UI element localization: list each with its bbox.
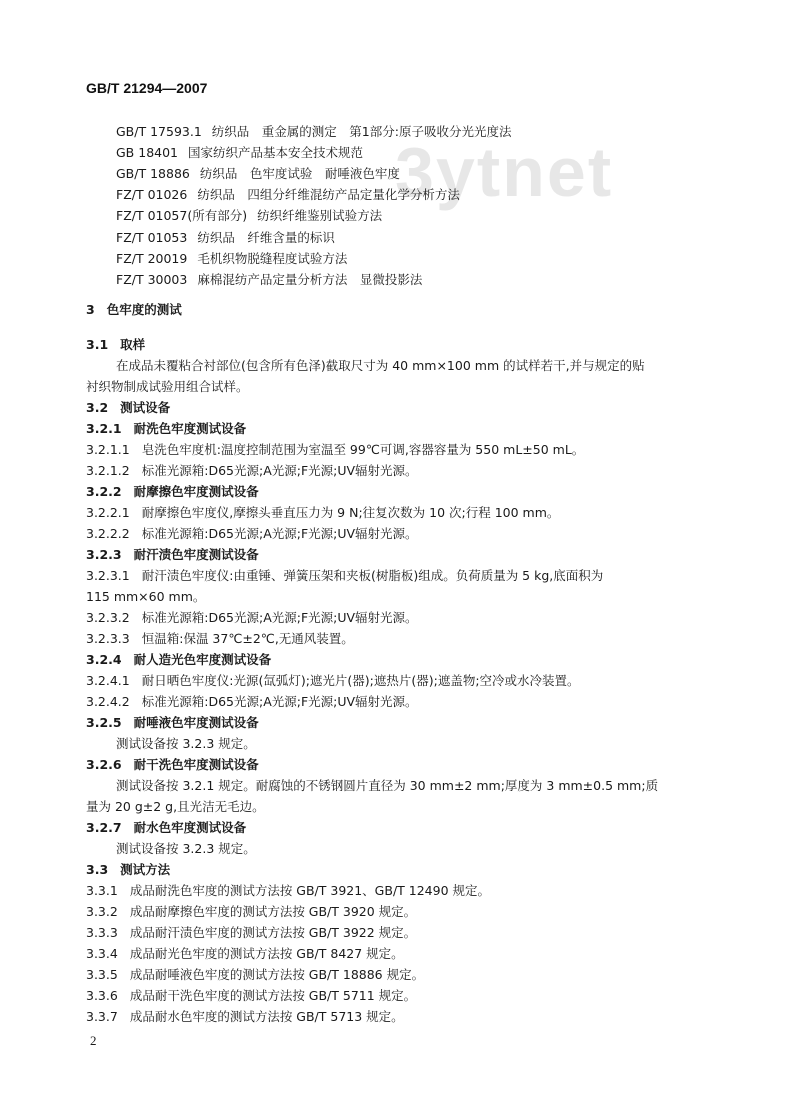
reference-title: 国家纺织产品基本安全技术规范 bbox=[188, 145, 364, 160]
reference-code: FZ/T 30003 bbox=[116, 272, 188, 287]
clause-body: 115 mm×60 mm。 bbox=[86, 589, 206, 604]
clause-number: 3.3.4 bbox=[86, 946, 118, 961]
clause-body: 取样 bbox=[120, 337, 146, 352]
clause-number: 3.2 bbox=[86, 400, 109, 415]
clause-text bbox=[116, 841, 256, 857]
clause-body: 耐汗渍色牢度测试设备 bbox=[133, 547, 259, 562]
clause-body: 在成品未覆粘合衬部位(包含所有色泽)截取尺寸为 40 mm×100 mm 的试样若干,并与规定的贴 bbox=[116, 358, 645, 373]
clause-body: 耐日晒色牢度仪:光源(氙弧灯);遮光片(器);遮热片(器);遮盖物;空冷或水冷装置。 bbox=[141, 673, 580, 688]
clause-text bbox=[86, 967, 424, 983]
clause-number: 3.2.1.2 bbox=[86, 463, 130, 478]
clause-text bbox=[116, 358, 645, 374]
reference-item bbox=[116, 251, 347, 267]
clause-number: 3.2.4.2 bbox=[86, 694, 130, 709]
clause-body: 标准光源箱:D65光源;A光源;F光源;UV辐射光源。 bbox=[141, 610, 418, 625]
reference-code: GB 18401 bbox=[116, 145, 178, 160]
section-heading bbox=[86, 652, 271, 668]
clause-text bbox=[86, 1009, 404, 1025]
clause-number: 3.2.5 bbox=[86, 715, 122, 730]
clause-body: 成品耐汗渍色牢度的测试方法按 GB/T 3922 规定。 bbox=[129, 925, 417, 940]
clause-number: 3.2.6 bbox=[86, 757, 122, 772]
clause-text bbox=[86, 799, 265, 815]
clause-body: 耐摩擦色牢度测试设备 bbox=[133, 484, 259, 499]
clause-text bbox=[86, 526, 418, 542]
clause-number: 3.1 bbox=[86, 337, 109, 352]
clause-text bbox=[86, 610, 418, 626]
section-heading bbox=[86, 715, 259, 731]
clause-body: 测试方法 bbox=[120, 862, 171, 877]
clause-text bbox=[86, 568, 603, 584]
clause-number: 3.3 bbox=[86, 862, 109, 877]
section-heading bbox=[86, 337, 145, 353]
clause-body: 测试设备按 3.2.1 规定。耐腐蚀的不锈钢圆片直径为 30 mm±2 mm;厚度为 3 mm±0.5 mm;质 bbox=[116, 778, 659, 793]
clause-number: 3.3.1 bbox=[86, 883, 118, 898]
clause-text bbox=[86, 904, 416, 920]
clause-text bbox=[86, 505, 559, 521]
reference-code: FZ/T 20019 bbox=[116, 251, 188, 266]
reference-item bbox=[116, 166, 400, 182]
reference-title: 毛机织物脱缝程度试验方法 bbox=[197, 251, 348, 266]
clause-number: 3.2.2 bbox=[86, 484, 122, 499]
clause-body: 测试设备按 3.2.3 规定。 bbox=[116, 736, 256, 751]
clause-body: 衬织物制成试验用组合试样。 bbox=[86, 379, 249, 394]
clause-number: 3.3.6 bbox=[86, 988, 118, 1003]
clause-body: 耐水色牢度测试设备 bbox=[133, 820, 247, 835]
section-heading bbox=[86, 421, 246, 437]
section-heading bbox=[86, 820, 246, 836]
clause-body: 标准光源箱:D65光源;A光源;F光源;UV辐射光源。 bbox=[141, 463, 418, 478]
section-heading bbox=[86, 862, 170, 878]
clause-number: 3.2.7 bbox=[86, 820, 122, 835]
clause-number: 3.2.1 bbox=[86, 421, 122, 436]
reference-title: 纺织品 重金属的测定 第1部分:原子吸收分光光度法 bbox=[211, 124, 512, 139]
section-heading bbox=[86, 757, 259, 773]
clause-body: 皂洗色牢度机:温度控制范围为室温至 99℃可调,容器容量为 550 mL±50 mL。 bbox=[141, 442, 585, 457]
clause-text bbox=[86, 379, 249, 395]
reference-code: GB/T 17593.1 bbox=[116, 124, 202, 139]
clause-text bbox=[86, 442, 584, 458]
clause-text bbox=[86, 589, 205, 605]
clause-number: 3 bbox=[86, 302, 95, 317]
reference-item bbox=[116, 208, 382, 224]
clause-text bbox=[86, 988, 416, 1004]
section-heading bbox=[86, 547, 259, 563]
clause-text bbox=[86, 694, 418, 710]
clause-body: 成品耐摩擦色牢度的测试方法按 GB/T 3920 规定。 bbox=[129, 904, 417, 919]
watermark: 3ytnet bbox=[395, 133, 614, 211]
section-heading bbox=[86, 400, 170, 416]
reference-title: 麻棉混纺产品定量分析方法 显微投影法 bbox=[197, 272, 423, 287]
clause-number: 3.2.3 bbox=[86, 547, 122, 562]
clause-body: 成品耐唾液色牢度的测试方法按 GB/T 18886 规定。 bbox=[129, 967, 425, 982]
reference-title: 纺织品 纤维含量的标识 bbox=[197, 230, 335, 245]
clause-body: 耐摩擦色牢度仪,摩擦头垂直压力为 9 N;往复次数为 10 次;行程 100 mm。 bbox=[141, 505, 560, 520]
clause-number: 3.2.2.1 bbox=[86, 505, 130, 520]
section-heading bbox=[86, 302, 182, 318]
clause-body: 成品耐洗色牢度的测试方法按 GB/T 3921、GB/T 12490 规定。 bbox=[129, 883, 491, 898]
clause-number: 3.3.3 bbox=[86, 925, 118, 940]
clause-body: 标准光源箱:D65光源;A光源;F光源;UV辐射光源。 bbox=[141, 694, 418, 709]
reference-title: 纺织品 色牢度试验 耐唾液色牢度 bbox=[199, 166, 400, 181]
page-number: 2 bbox=[90, 1033, 97, 1048]
clause-body: 成品耐干洗色牢度的测试方法按 GB/T 5711 规定。 bbox=[129, 988, 417, 1003]
reference-code: FZ/T 01057(所有部分) bbox=[116, 208, 248, 223]
section-heading bbox=[86, 484, 259, 500]
clause-body: 成品耐光色牢度的测试方法按 GB/T 8427 规定。 bbox=[129, 946, 404, 961]
clause-number: 3.2.3.2 bbox=[86, 610, 130, 625]
clause-number: 3.3.7 bbox=[86, 1009, 118, 1024]
reference-code: FZ/T 01026 bbox=[116, 187, 188, 202]
clause-body: 测试设备按 3.2.3 规定。 bbox=[116, 841, 256, 856]
clause-number: 3.2.3.3 bbox=[86, 631, 130, 646]
clause-body: 恒温箱:保温 37℃±2℃,无通风装置。 bbox=[141, 631, 354, 646]
clause-number: 3.3.5 bbox=[86, 967, 118, 982]
clause-text bbox=[116, 736, 256, 752]
clause-number: 3.3.2 bbox=[86, 904, 118, 919]
clause-text bbox=[86, 463, 418, 479]
clause-text bbox=[86, 925, 416, 941]
clause-number: 3.2.2.2 bbox=[86, 526, 130, 541]
clause-number: 3.2.3.1 bbox=[86, 568, 130, 583]
clause-text bbox=[86, 631, 354, 647]
clause-text bbox=[86, 946, 404, 962]
clause-body: 耐干洗色牢度测试设备 bbox=[133, 757, 259, 772]
clause-body: 成品耐水色牢度的测试方法按 GB/T 5713 规定。 bbox=[129, 1009, 404, 1024]
clause-body: 色牢度的测试 bbox=[106, 302, 182, 317]
standard-code-header: GB/T 21294—2007 bbox=[86, 80, 208, 96]
reference-item bbox=[116, 272, 422, 288]
reference-title: 纺织纤维鉴别试验方法 bbox=[257, 208, 383, 223]
clause-body: 量为 20 g±2 g,且光洁无毛边。 bbox=[86, 799, 265, 814]
reference-item bbox=[116, 230, 335, 246]
clause-body: 测试设备 bbox=[120, 400, 171, 415]
clause-body: 耐唾液色牢度测试设备 bbox=[133, 715, 259, 730]
clause-body: 耐人造光色牢度测试设备 bbox=[133, 652, 272, 667]
clause-text bbox=[86, 673, 580, 689]
clause-text bbox=[116, 778, 658, 794]
clause-text bbox=[86, 883, 490, 899]
clause-body: 耐洗色牢度测试设备 bbox=[133, 421, 247, 436]
clause-body: 标准光源箱:D65光源;A光源;F光源;UV辐射光源。 bbox=[141, 526, 418, 541]
reference-item bbox=[116, 124, 511, 140]
reference-item bbox=[116, 187, 460, 203]
reference-item bbox=[116, 145, 363, 161]
clause-number: 3.2.4 bbox=[86, 652, 122, 667]
clause-number: 3.2.1.1 bbox=[86, 442, 130, 457]
reference-title: 纺织品 四组分纤维混纺产品定量化学分析方法 bbox=[197, 187, 460, 202]
reference-code: GB/T 18886 bbox=[116, 166, 190, 181]
clause-number: 3.2.4.1 bbox=[86, 673, 130, 688]
clause-body: 耐汗渍色牢度仪:由重锤、弹簧压架和夹板(树脂板)组成。负荷质量为 5 kg,底面积为 bbox=[141, 568, 604, 583]
reference-code: FZ/T 01053 bbox=[116, 230, 188, 245]
